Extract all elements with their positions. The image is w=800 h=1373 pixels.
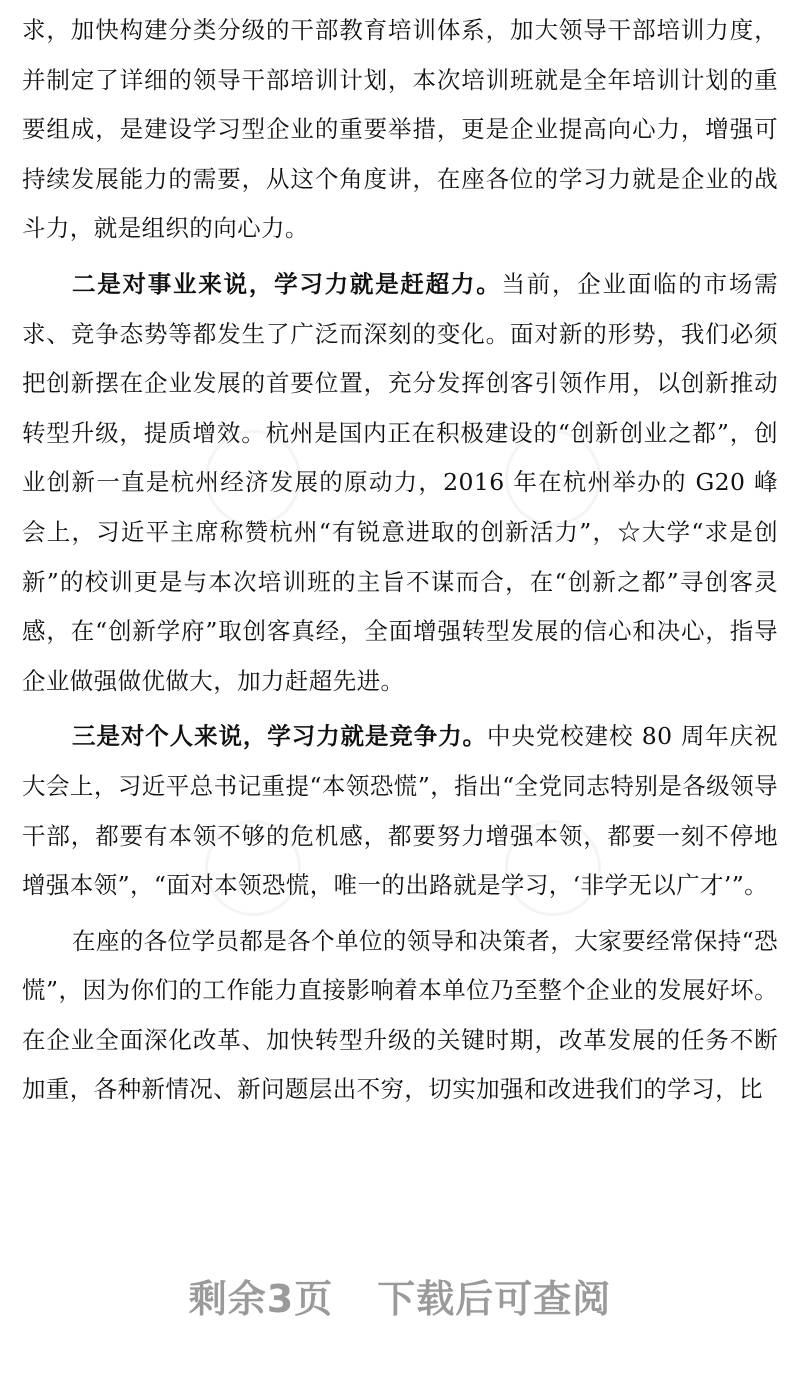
download-prompt-banner[interactable] [0, 1268, 800, 1323]
paragraph-text: 在座的各位学员都是各个单位的领导和决策者，大家要经常保持“恐慌”，因为你们的工作能力直接影响着本单位乃至整个企业的发展好坏。在企业全面深化改革、加快转型升级的关键时期，改革发展的任务不断加重，各种新情况、新问题层出不穷，切实加强和改进我们的学习，比 [22, 926, 778, 1104]
document-body [22, 6, 778, 1115]
paragraph-students [22, 917, 778, 1115]
paragraph-career [22, 260, 778, 706]
paragraph-text: 中央党校建校 80 周年庆祝大会上，习近平总书记重提“本领恐慌”，指出“全党同志特别是各级领导干部，都要有本领不够的危机感，都要努力增强本领，都要一刻不停地增强本领”，“面对本领恐慌，唯一的出路就是学习，‘非学无以广才’”。 [22, 722, 778, 900]
paragraph-text: 求，加快构建分类分级的干部教育培训体系，加大领导干部培训力度，并制定了详细的领导干部培训计划，本次培训班就是全年培训计划的重要组成，是建设学习型企业的重要举措，更是企业提高向心力，增强可持续发展能力的需要，从这个角度讲，在座各位的学习力就是企业的战斗力，就是组织的向心力。 [22, 16, 778, 243]
paragraph-text: 当前，企业面临的市场需求、竞争态势等都发生了广泛而深刻的变化。面对新的形势，我们必须把创新摆在企业发展的首要位置，充分发挥创客引领作用，以创新推动转型升级，提质增效。杭州是国内正在积极建设的“创新创业之都”，创业创新一直是杭州经济发展的原动力，2016 年在杭州举办的 G20 峰会上，习近平主席称赞杭州“有锐意进取的创新活力”，☆大学“求是创新”的校训更是与本次培训班的主旨不谋而合，在“创新之都”寻创客灵感，在“创新学府”取创客真经，全面增强转型发展的信心和决心，指导企业做强做优做大，加力赶超先进。 [22, 269, 778, 695]
download-to-view-label: 下载后可查阅 [377, 1277, 612, 1321]
paragraph-personal [22, 712, 778, 910]
remaining-pages-label: 剩余3页 [188, 1277, 334, 1321]
paragraph-lead-heading: 三是对个人来说，学习力就是竞争力。 [72, 722, 487, 751]
paragraph-lead-heading: 二是对事业来说，学习力就是赶超力。 [72, 269, 502, 298]
paragraph-continuation [22, 6, 778, 254]
